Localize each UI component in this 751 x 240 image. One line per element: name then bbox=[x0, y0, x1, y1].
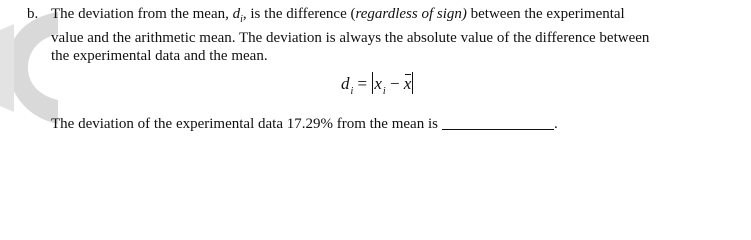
line1-text-b: , is the difference ( bbox=[242, 6, 356, 22]
formula-rhs-subscript: i bbox=[382, 86, 386, 97]
line1-emphasis: regardless of sign) bbox=[355, 6, 467, 22]
item-label: b. bbox=[27, 6, 39, 22]
question-text: The deviation of the experimental data 17.29% from the mean is bbox=[51, 116, 438, 132]
line1-subscript: i bbox=[240, 14, 243, 25]
definition-paragraph bbox=[51, 5, 751, 65]
formula-lhs-subscript: i bbox=[350, 86, 354, 97]
line1-text-a: The deviation from the mean, bbox=[51, 6, 233, 22]
paragraph-line-1 bbox=[51, 5, 751, 29]
formula-minus: − bbox=[389, 74, 400, 93]
formula-lhs-variable: d bbox=[341, 74, 350, 93]
paragraph-line-3: the experimental data and the mean. bbox=[51, 48, 268, 64]
formula-mean-variable: x bbox=[403, 74, 412, 93]
formula-rhs-variable: x bbox=[374, 74, 382, 93]
question-line bbox=[51, 115, 558, 133]
formula-equals: = bbox=[357, 74, 368, 93]
paragraph-line-2: value and the arithmetic mean. The deviation is always the absolute value of the difference between bbox=[51, 30, 650, 46]
line1-text-c: between the experimental bbox=[466, 6, 625, 22]
answer-blank[interactable] bbox=[442, 115, 554, 130]
deviation-formula bbox=[341, 72, 414, 98]
absolute-bar-right bbox=[412, 72, 413, 94]
line1-variable: d bbox=[232, 6, 241, 22]
question-trailing: . bbox=[553, 116, 558, 132]
